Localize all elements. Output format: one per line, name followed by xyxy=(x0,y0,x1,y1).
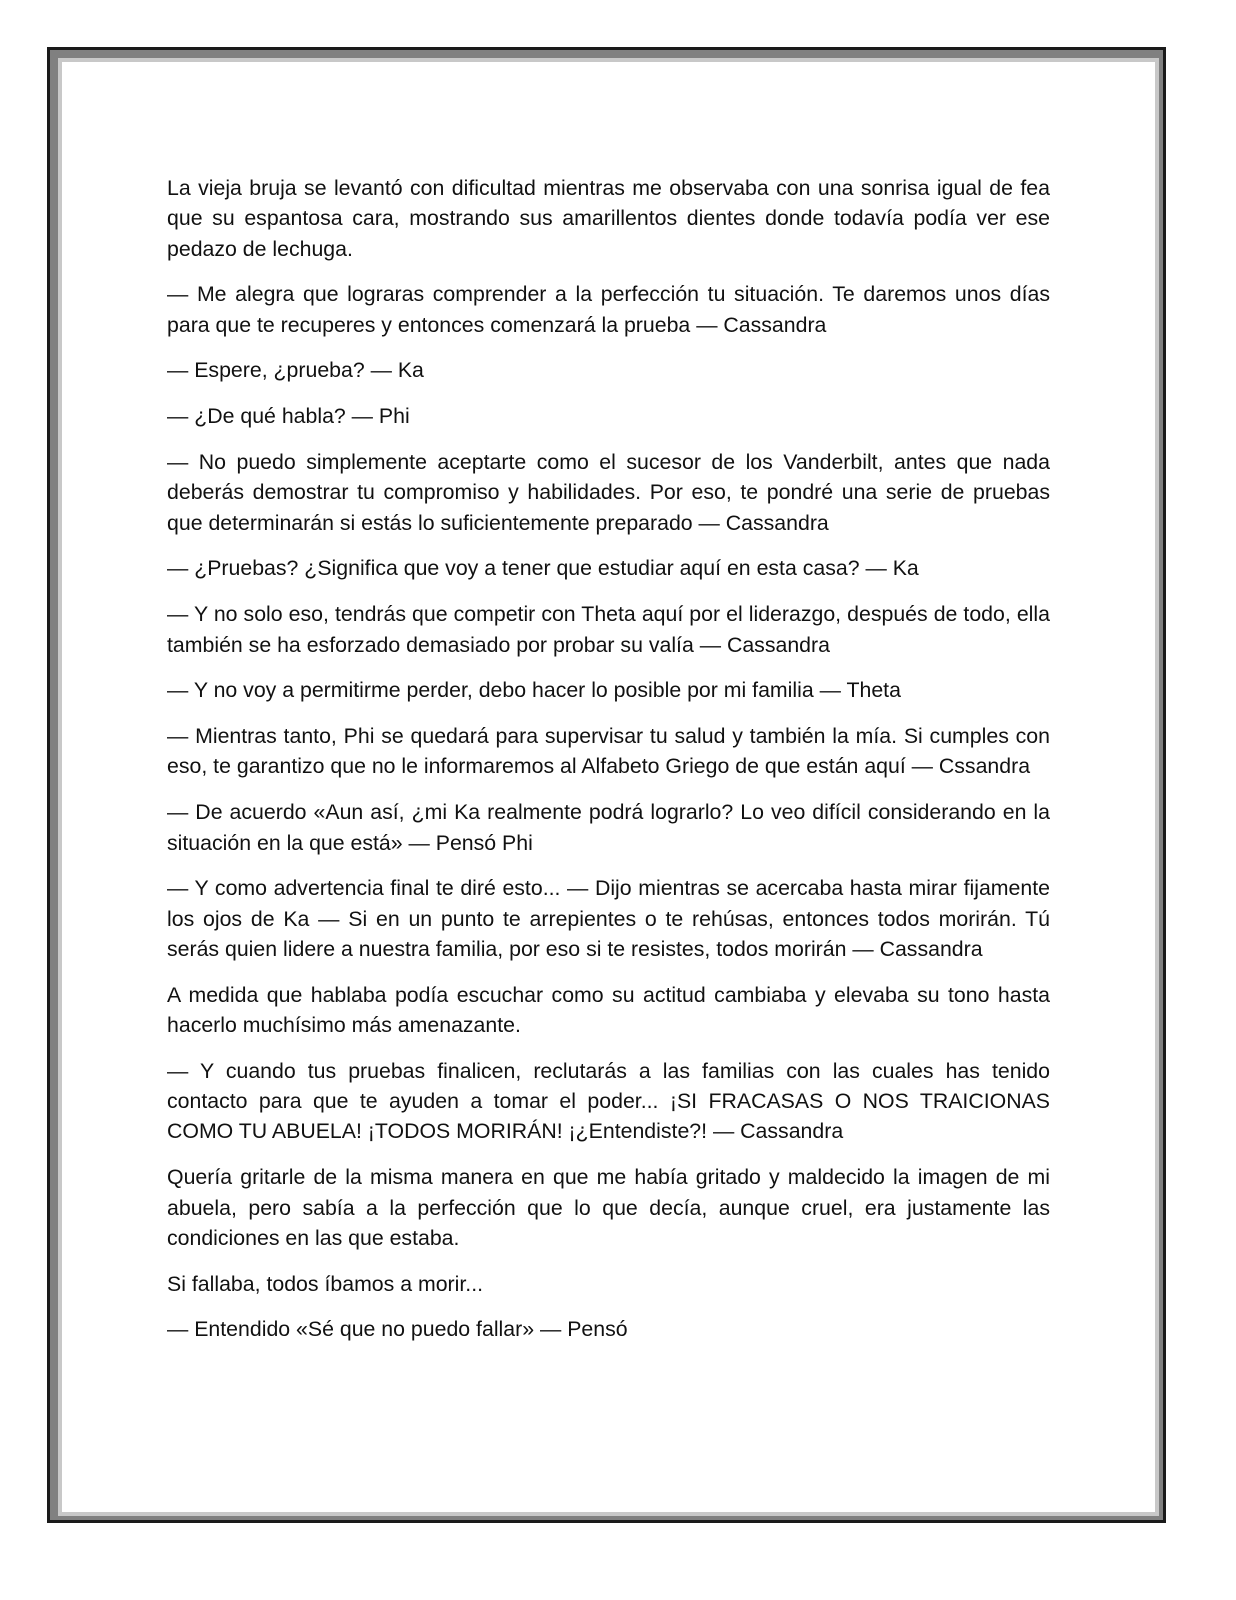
paragraph: Quería gritarle de la misma manera en que me había gritado y maldecido la imagen de mi abuela, pero sabía a la perfección que lo que decía, aunque cruel, era justamente las condiciones en las que estaba. xyxy=(167,1165,1050,1250)
paragraph: A medida que hablaba podía escuchar como su actitud cambiaba y elevaba su tono hasta hacerlo muchísimo más amenazante. xyxy=(167,982,1050,1038)
paragraph: — Y no voy a permitirme perder, debo hacer lo posible por mi familia — Theta xyxy=(167,678,901,703)
paragraph: La vieja bruja se levantó con dificultad mientras me observaba con una sonrisa igual de fea que su espantosa cara, mostrando sus amarillentos dientes donde todavía podía ver ese pedazo de lechuga. xyxy=(167,176,1050,261)
paragraph: — Y no solo eso, tendrás que competir con Theta aquí por el liderazgo, después de todo, ella también se ha esforzado demasiado por probar su valía — Cassandra xyxy=(167,602,1050,657)
paragraph: — Espere, ¿prueba? — Ka xyxy=(167,358,424,383)
body-text xyxy=(167,173,1050,1360)
paragraph: — ¿De qué habla? — Phi xyxy=(167,404,410,429)
paragraph: — ¿Pruebas? ¿Significa que voy a tener que estudiar aquí en esta casa? — Ka xyxy=(167,556,919,581)
paragraph: — De acuerdo «Aun así, ¿mi Ka realmente podrá lograrlo? Lo veo difícil considerando en la situación en la que está» — Pensó Phi xyxy=(167,800,1050,855)
paragraph: — Entendido «Sé que no puedo fallar» — Pensó xyxy=(167,1317,628,1342)
paragraph: — Me alegra que lograras comprender a la perfección tu situación. Te daremos unos días para que te recuperes y entonces comenzará la prueba — Cassandra xyxy=(167,282,1050,337)
paragraph: — Mientras tanto, Phi se quedará para supervisar tu salud y también la mía. Si cumples con eso, te garantizo que no le informaremos al Alfabeto Griego de que están aquí — Cssandra xyxy=(167,724,1050,779)
paragraph: — No puedo simplemente aceptarte como el sucesor de los Vanderbilt, antes que nada deberás demostrar tu compromiso y habilidades. Por eso, te pondré una serie de pruebas que determinarán si estás lo suficientemente preparado — Cassandra xyxy=(167,450,1050,535)
paragraph: — Y como advertencia final te diré esto... — Dijo mientras se acercaba hasta mirar fijamente los ojos de Ka — Si en un punto te arrepientes o te rehúsas, entonces todos morirán. Tú serás quien lidere a nuestra familia, por eso si te resistes, todos morirán — Cassandra xyxy=(167,876,1050,961)
paragraph: Si fallaba, todos íbamos a morir... xyxy=(167,1271,484,1296)
paragraph: — Y cuando tus pruebas finalicen, reclutarás a las familias con las cuales has tenido contacto para que te ayuden a tomar el poder... ¡SI FRACASAS O NOS TRAICIONAS COMO TU ABUELA! ¡TODOS MORIRÁN! ¡¿Entendiste?! — Cassandra xyxy=(167,1058,1050,1144)
